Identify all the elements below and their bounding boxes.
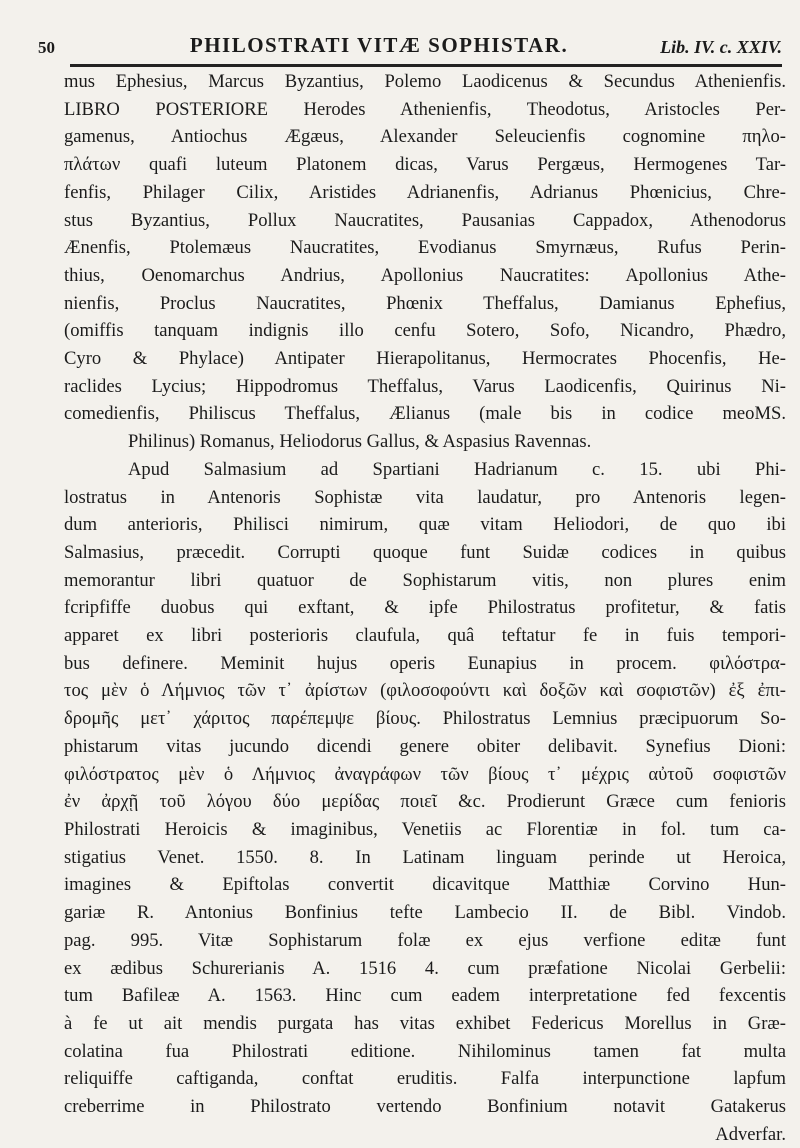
header-rule (70, 64, 782, 67)
text-line: phistarum vitas jucundo dicendi genere obiter delibavit. Synefius Dioni: (64, 735, 786, 757)
text-line: ἐν ἀρχῇ τοῦ λόγου δύο μερίδας ποιεῖ &c. Prodierunt Græce cum fenioris (64, 791, 786, 813)
text-line: LIBRO POSTERIORE Herodes Athenienfis, Theodotus, Aristocles Per- (64, 98, 786, 120)
text-line: φιλόστρατος μὲν ὁ Λήμνιος ἀναγράφων τῶν βίους τ᾽ μέχρις αὐτοῦ σοφιστῶν (64, 763, 786, 785)
text-line: δρομῆς μετ᾽ χάριτος παρέπεμψε βίους. Philostratus Lemnius præcipuorum So- (64, 708, 786, 730)
running-header (38, 16, 782, 58)
text-line: mus Ephesius, Marcus Byzantius, Polemo Laodicenus & Secundus Athenienfis. (64, 71, 786, 92)
text-line: gamenus, Antiochus Ægæus, Alexander Seleucienfis cognomine πηλο- (64, 126, 786, 148)
text-line: creberrime in Philostrato vertendo Bonfinium notavit Gatakerus (64, 1096, 786, 1118)
text-line: fcripfiffe duobus qui exftant, & ipfe Philostratus profitetur, & fatis (64, 597, 786, 619)
text-line: ex ædibus Schurerianis A. 1516 4. cum præfatione Nicolai Gerbelii: (64, 957, 786, 979)
page-number: 50 (38, 38, 55, 57)
body-text (64, 68, 786, 1148)
text-line: reliquiffe caftiganda, conftat eruditis. Falfa interpunctione lapfum (64, 1068, 786, 1090)
text-line: Adverfar. (715, 1123, 786, 1145)
text-line: gariæ R. Antonius Bonfinius tefte Lambecio II. de Bibl. Vindob. (64, 902, 786, 924)
text-line: fenfis, Philager Cilix, Aristides Adrianenfis, Adrianus Phœnicius, Chre- (64, 181, 786, 203)
text-line: memorantur libri quatuor de Sophistarum vitis, non plures enim (64, 569, 786, 591)
text-line: Salmasius, præcedit. Corrupti quoque funt Suidæ codices in quibus (64, 541, 786, 563)
text-line: imagines & Epiftolas convertit dicavitque Matthiæ Corvino Hun- (64, 874, 786, 896)
running-title: PHILOSTRATI VITÆ SOPHISTAR. (189, 33, 569, 57)
text-line: nienfis, Proclus Naucratites, Phœnix Theffalus, Damianus Ephefius, (64, 292, 786, 314)
text-line: stus Byzantius, Pollux Naucratites, Pausanias Cappadox, Athenodorus (64, 209, 786, 231)
text-line: comedienfis, Philiscus Theffalus, Ælianus (male bis in codice meoMS. (64, 403, 786, 425)
text-line: Apud Salmasium ad Spartiani Hadrianum c. 15. ubi Phi- (128, 458, 786, 480)
text-line: colatina fua Philostrati editione. Nihilominus tamen fat multa (64, 1040, 786, 1062)
text-line: apparet ex libri posterioris claufula, quâ teftatur fe in fuis tempori- (64, 625, 786, 647)
chapter-reference: Lib. IV. c. XXIV. (660, 37, 782, 57)
text-line: pag. 995. Vitæ Sophistarum folæ ex ejus verfione editæ funt (64, 929, 786, 951)
text-line: (omiffis tanquam indignis illo cenfu Sotero, Sofo, Nicandro, Phædro, (64, 320, 786, 342)
text-line: Philostrati Heroicis & imaginibus, Venetiis ac Florentiæ in fol. tum ca- (64, 818, 786, 840)
text-line: πλάτων quafi luteum Platonem dicas, Varus Pergæus, Hermogenes Tar- (64, 154, 786, 176)
text-line: Ænenfis, Ptolemæus Naucratites, Evodianus Smyrnæus, Rufus Perin- (64, 237, 786, 259)
text-line: tum Bafileæ A. 1563. Hinc cum eadem interpretatione fed fexcentis (64, 985, 786, 1007)
text-line: Cyro & Phylace) Antipater Hierapolitanus, Hermocrates Phocenfis, He- (64, 348, 786, 370)
text-line: Philinus) Romanus, Heliodorus Gallus, & Aspasius Ravennas. (128, 431, 592, 453)
text-line: à fe ut ait mendis purgata has vitas exhibet Federicus Morellus in Græ- (64, 1012, 786, 1034)
text-line: lostratus in Antenoris Sophistæ vita laudatur, pro Antenoris legen- (64, 486, 786, 508)
text-line: τος μὲν ὁ Λήμνιος τῶν τ᾽ ἀρίστων (φιλοσοφούντι καὶ δοξῶν καὶ σοφιστῶν) ἐξ ἐπι- (64, 680, 786, 702)
text-line: raclides Lycius; Hippodromus Theffalus, Varus Laodicenfis, Quirinus Ni- (64, 375, 786, 397)
text-line: bus definere. Meminit hujus operis Eunapius in procem. φιλόστρα- (64, 652, 786, 674)
text-line: stigatius Venet. 1550. 8. In Latinam linguam perinde ut Heroica, (64, 846, 786, 868)
text-line: dum anterioris, Philisci nimirum, quæ vitam Heliodori, de quo ibi (64, 514, 786, 536)
text-line: thius, Oenomarchus Andrius, Apollonius Naucratites: Apollonius Athe- (64, 264, 786, 286)
